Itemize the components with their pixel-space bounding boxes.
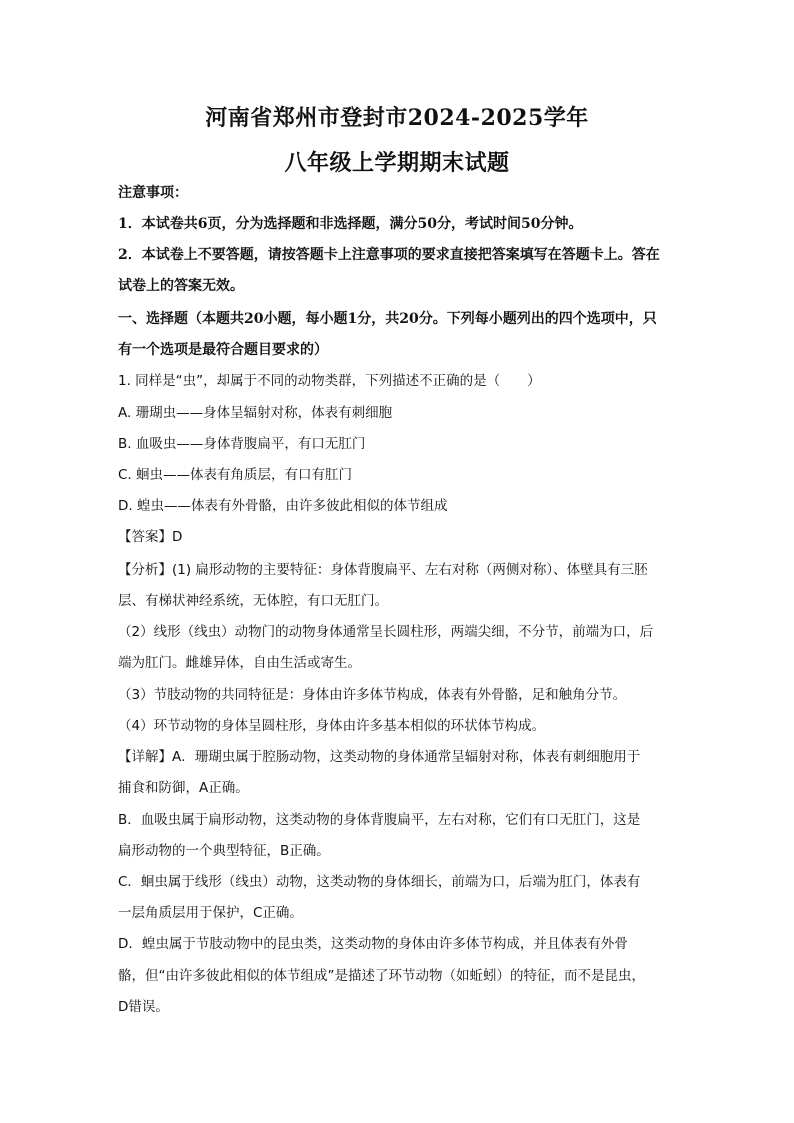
detail-line-1: 【详解】A．珊瑚虫属于腔肠动物，这类动物的身体通常呈辐射对称，体表有刺细胞用于 (118, 749, 641, 765)
detail-line-6: 一层角质层用于保护，C正确。 (118, 905, 303, 921)
notice-item-2-line2: 试卷上的答案无效。 (118, 278, 244, 294)
section-heading-line1: 一、选择题（本题共20小题，每小题1分，共20分。下列每小题列出的四个选项中，只 (118, 311, 657, 327)
detail-line-4: 扁形动物的一个典型特征，B正确。 (118, 843, 330, 859)
section-heading-line2: 有一个选项是最符合题目要求的） (118, 342, 328, 358)
analysis-line-4: 端为肛门。雌雄异体，自由生活或寄生。 (118, 655, 361, 671)
detail-line-2: 捕食和防御，A正确。 (118, 780, 249, 796)
analysis-line-2: 层、有梯状神经系统，无体腔，有口无肛门。 (118, 593, 388, 609)
analysis-line-5: （3）节肢动物的共同特征是：身体由许多体节构成，体表有外骨骼，足和触角分节。 (118, 687, 627, 703)
notice-item-2-line1: 2．本试卷上不要答题，请按答题卡上注意事项的要求直接把答案填写在答题卡上。答在 (118, 247, 660, 263)
detail-line-9: D错误。 (118, 999, 169, 1015)
analysis-line-1: 【分析】(1) 扁形动物的主要特征：身体背腹扁平、左右对称（两侧对称）、体壁具有三胚 (118, 562, 648, 578)
exam-title-line2: 八年级上学期期末试题 (284, 150, 510, 176)
detail-line-3: B．血吸虫属于扁形动物，这类动物的身体背腹扁平，左右对称，它们有口无肛门，这是 (118, 812, 641, 828)
detail-line-7: D．蝗虫属于节肢动物中的昆虫类，这类动物的身体由许多体节构成，并且体表有外骨 (118, 936, 628, 952)
analysis-line-6: （4）环节动物的身体呈圆柱形，身体由许多基本相似的环状体节构成。 (118, 718, 546, 734)
question-1-option-d: D. 蝗虫——体表有外骨骼，由许多彼此相似的体节组成 (118, 498, 448, 514)
notice-heading: 注意事项： (118, 185, 188, 201)
question-1-option-b: B. 血吸虫——身体背腹扁平，有口无肛门 (118, 436, 366, 452)
detail-line-8: 骼，但“由许多彼此相似的体节组成”是描述了环节动物（如蚯蚓）的特征，而不是昆虫， (118, 968, 645, 984)
analysis-line-3: （2）线形（线虫）动物门的动物身体通常呈长圆柱形，两端尖细，不分节，前端为口，后 (118, 624, 654, 640)
question-1-option-c: C. 蛔虫——体表有角质层，有口有肛门 (118, 467, 353, 483)
question-1-option-a: A. 珊瑚虫——身体呈辐射对称，体表有刺细胞 (118, 405, 393, 421)
notice-item-1: 1．本试卷共6页，分为选择题和非选择题，满分50分，考试时间50分钟。 (118, 216, 583, 232)
question-1-answer: 【答案】D (118, 529, 183, 545)
question-1-stem: 1. 同样是“虫”，却属于不同的动物类群，下列描述不正确的是（ ） (118, 373, 541, 389)
detail-line-5: C．蛔虫属于线形（线虫）动物，这类动物的身体细长，前端为口，后端为肛门，体表有 (118, 874, 641, 890)
exam-title-line1: 河南省郑州市登封市2024-2025学年 (205, 105, 589, 131)
